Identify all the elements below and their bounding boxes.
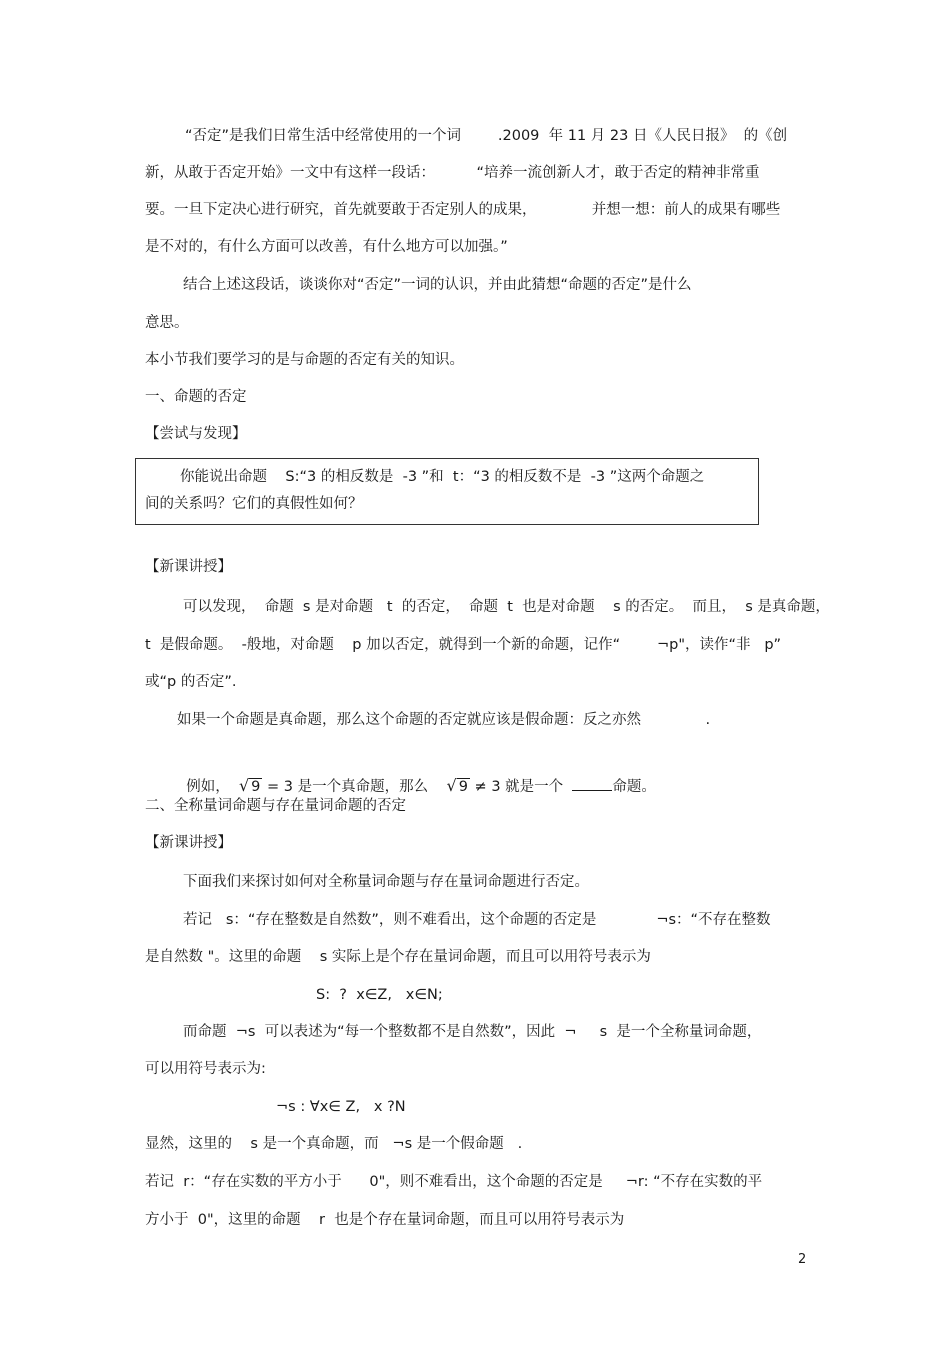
paragraph-line: 可以用符号表示为: bbox=[145, 1061, 266, 1077]
section-heading: 二、全称量词命题与存在量词命题的否定 bbox=[145, 798, 406, 814]
subsection-tag: 【新课讲授】 bbox=[145, 835, 232, 851]
paragraph-line: 或“p 的否定”. bbox=[145, 674, 237, 690]
paragraph-line: t 是假命题。 -般地，对命题 p 加以否定，就得到一个新的命题，记作“ ¬p"，读作“非 p” bbox=[145, 637, 782, 653]
paragraph-line: 是自然数 "。这里的命题 s 实际上是个存在量词命题，而且可以用符号表示为 bbox=[145, 949, 651, 965]
paragraph-line: 显然，这里的 s 是一个真命题，而 ¬s 是一个假命题 . bbox=[145, 1136, 523, 1152]
example-suffix: 命题。 bbox=[612, 779, 656, 795]
paragraph-line: 意思。 bbox=[145, 315, 189, 331]
subsection-tag: 【尝试与发现】 bbox=[145, 426, 247, 442]
sqrt-expression bbox=[447, 776, 470, 797]
example-mid2: ≠ 3 就是一个 bbox=[469, 779, 573, 795]
paragraph-line: 结合上述这段话，谈谈你对“否定”一词的认识，并由此猜想“命题的否定”是什么 bbox=[183, 277, 692, 293]
radical-sign-icon: √ bbox=[446, 776, 457, 795]
page-number: 2 bbox=[798, 1252, 807, 1267]
sqrt-expression bbox=[239, 776, 262, 797]
example-line bbox=[177, 756, 656, 797]
paragraph-line: 方小于 0"，这里的命题 r 也是个存在量词命题，而且可以用符号表示为 bbox=[145, 1212, 625, 1228]
formula: S: ? x∈Z, x∈N; bbox=[316, 987, 443, 1003]
subsection-tag: 【新课讲授】 bbox=[145, 559, 232, 575]
radicand: 9 bbox=[251, 779, 261, 795]
example-prefix: 例如， bbox=[186, 779, 239, 795]
section-heading: 一、命题的否定 bbox=[145, 389, 247, 405]
question-line: 间的关系吗？它们的真假性如何？ bbox=[145, 496, 363, 512]
example-mid: = 3 是一个真命题，那么 bbox=[262, 779, 447, 795]
radical-sign-icon: √ bbox=[238, 776, 250, 795]
paragraph-line: 如果一个命题是真命题，那么这个命题的否定就应该是假命题：反之亦然 . bbox=[177, 712, 711, 728]
question-line: 你能说出命题 S:“3 的相反数是 -3 ”和 t：“3 的相反数不是 -3 ”这两个命题之 bbox=[180, 469, 705, 485]
paragraph-line: 要。一旦下定决心进行研究，首先就要敢于否定别人的成果， 并想一想：前人的成果有哪些 bbox=[145, 202, 781, 218]
paragraph-line: 新，从敢于否定开始》一文中有这样一段话： “培养一流创新人才，敢于否定的精神非常重 bbox=[145, 165, 760, 181]
formula: ¬s : ∀x∈ Z, x ?N bbox=[276, 1099, 406, 1115]
paragraph-line: 若记 r：“存在实数的平方小于 0"，则不难看出，这个命题的否定是 ¬r: “不存在实数的平 bbox=[145, 1174, 763, 1190]
paragraph-line: 若记 s：“存在整数是自然数”，则不难看出，这个命题的否定是 ¬s：“不存在整数 bbox=[183, 912, 771, 928]
paragraph-line: 本小节我们要学习的是与命题的否定有关的知识。 bbox=[145, 352, 464, 368]
paragraph-line: 可以发现， 命题 s 是对命题 t 的否定， 命题 t 也是对命题 s 的否定。 而且， s 是真命题， bbox=[183, 599, 830, 615]
paragraph-line: “否定”是我们日常生活中经常使用的一个词 .2009 年 11 月 23 日《人民日报》 的《创 bbox=[185, 128, 788, 144]
radicand: 9 bbox=[458, 779, 468, 795]
paragraph-line: 下面我们来探讨如何对全称量词命题与存在量词命题进行否定。 bbox=[183, 874, 589, 890]
answer-blank bbox=[572, 777, 612, 791]
paragraph-line: 而命题 ¬s 可以表述为“每一个整数都不是自然数”，因此 ¬ s 是一个全称量词命题， bbox=[183, 1024, 762, 1040]
paragraph-line: 是不对的，有什么方面可以改善，有什么地方可以加强。” bbox=[145, 239, 508, 255]
